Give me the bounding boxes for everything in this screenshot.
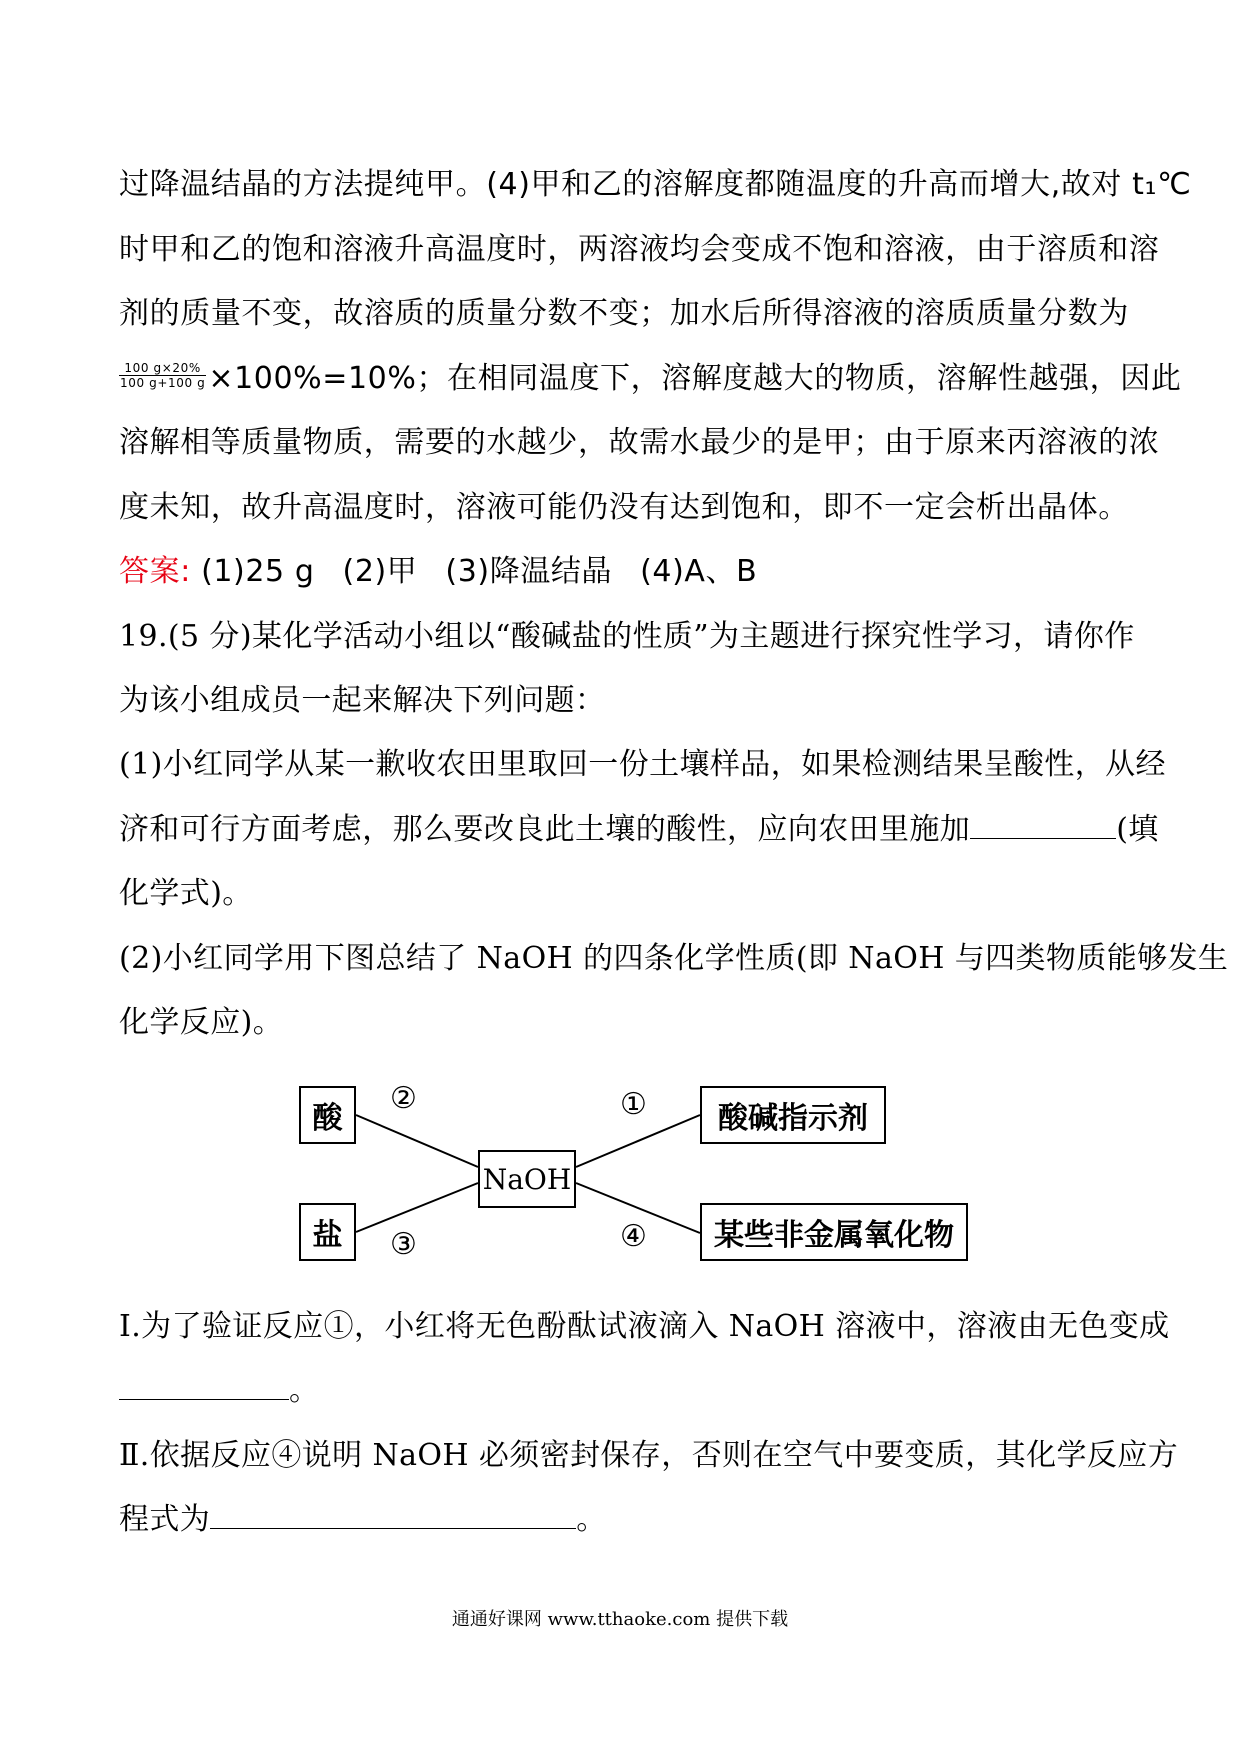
question-19-line-2: 为该小组成员一起来解决下列问题： <box>119 683 606 718</box>
line-indicator <box>576 1115 700 1167</box>
explanation-line-2: 时甲和乙的饱和溶液升高温度时，两溶液均会变成不饱和溶液，由于溶质和溶 <box>119 232 1160 267</box>
indicator-box <box>700 1086 886 1144</box>
sub-question-2-text: 程式为 <box>119 1502 211 1537</box>
page-footer: 通通好课网 www.tthaoke.com 提供下载 <box>451 1609 789 1630</box>
reaction-number-4: ④ <box>620 1219 647 1254</box>
question-1-line-2-end: (填 <box>1116 812 1159 847</box>
sub-question-1-end: 。 <box>289 1373 320 1408</box>
answer-label: 答案: <box>119 554 191 589</box>
fraction-numerator: 100 g×20% <box>119 361 206 376</box>
answer-blank-2[interactable] <box>119 1371 289 1400</box>
acid-label: 酸 <box>312 1101 343 1136</box>
question-19-line-1: 19.(5 分)某化学活动小组以“酸碱盐的性质”为主题进行探究性学习，请你作 <box>119 619 1135 654</box>
answer-part-4: (4)A、B <box>640 554 758 589</box>
reaction-number-2: ② <box>390 1081 417 1116</box>
explanation-line-5: 溶解相等质量物质，需要的水越少，故需水最少的是甲；由于原来丙溶液的浓 <box>119 425 1160 460</box>
answer-part-3: (3)降温结晶 <box>445 554 613 589</box>
question-1-line-3: 化学式)。 <box>119 876 253 911</box>
fraction <box>119 361 206 390</box>
question-1-line-2 <box>119 810 1159 850</box>
answer-blank-3[interactable] <box>210 1500 576 1529</box>
reaction-number-3: ③ <box>390 1227 417 1262</box>
explanation-line-6: 度未知，故升高温度时，溶液可能仍没有达到饱和，即不一定会析出晶体。 <box>119 490 1129 525</box>
salt-label: 盐 <box>312 1218 343 1253</box>
answer-part-2: (2)甲 <box>342 554 418 589</box>
sub-question-1-line-2 <box>119 1371 1129 1411</box>
answer-blank-1[interactable] <box>970 810 1116 839</box>
oxide-box <box>700 1203 968 1261</box>
indicator-label: 酸碱指示剂 <box>718 1101 868 1136</box>
answer-part-1: (1)25 g <box>201 554 315 589</box>
oxide-label: 某些非金属氧化物 <box>714 1218 954 1253</box>
question-2-line-2: 化学反应)。 <box>119 1005 284 1040</box>
sub-question-2-end: 。 <box>576 1502 607 1537</box>
line-salt <box>356 1183 478 1232</box>
sub-question-2-line-1: Ⅱ.依据反应④说明 NaOH 必须密封保存，否则在空气中要变质，其化学反应方 <box>119 1438 1179 1473</box>
line-acid <box>356 1115 478 1167</box>
explanation-line-4-text: ×100%=10%；在相同温度下，溶解度越大的物质，溶解性越强，因此 <box>208 361 1182 396</box>
sub-question-1-line-1: Ⅰ.为了验证反应①，小红将无色酚酞试液滴入 NaOH 溶液中，溶液由无色变成 <box>119 1309 1170 1344</box>
reaction-number-1: ① <box>620 1087 647 1122</box>
naoh-label: NaOH <box>482 1162 572 1196</box>
acid-box <box>299 1086 356 1144</box>
naoh-box <box>478 1150 576 1208</box>
fraction-denominator: 100 g+100 g <box>120 376 206 390</box>
salt-box <box>299 1203 356 1261</box>
question-1-line-1: (1)小红同学从某一歉收农田里取回一份土壤样品，如果检测结果呈酸性，从经 <box>119 747 1166 782</box>
explanation-line-1: 过降温结晶的方法提纯甲。(4)甲和乙的溶解度都随温度的升高而增大,故对 t₁℃ <box>119 167 1192 202</box>
answer-line <box>119 552 1129 592</box>
explanation-line-4 <box>119 359 1182 399</box>
question-1-line-2-text: 济和可行方面考虑，那么要改良此土壤的酸性，应向农田里施加 <box>119 812 971 847</box>
question-2-line-1: (2)小红同学用下图总结了 NaOH 的四条化学性质(即 NaOH 与四类物质能够发生 <box>119 941 1229 976</box>
sub-question-2-line-2 <box>119 1500 1129 1540</box>
naoh-properties-diagram <box>290 1070 980 1270</box>
explanation-line-3: 剂的质量不变，故溶质的质量分数不变；加水后所得溶液的溶质质量分数为 <box>119 296 1129 331</box>
